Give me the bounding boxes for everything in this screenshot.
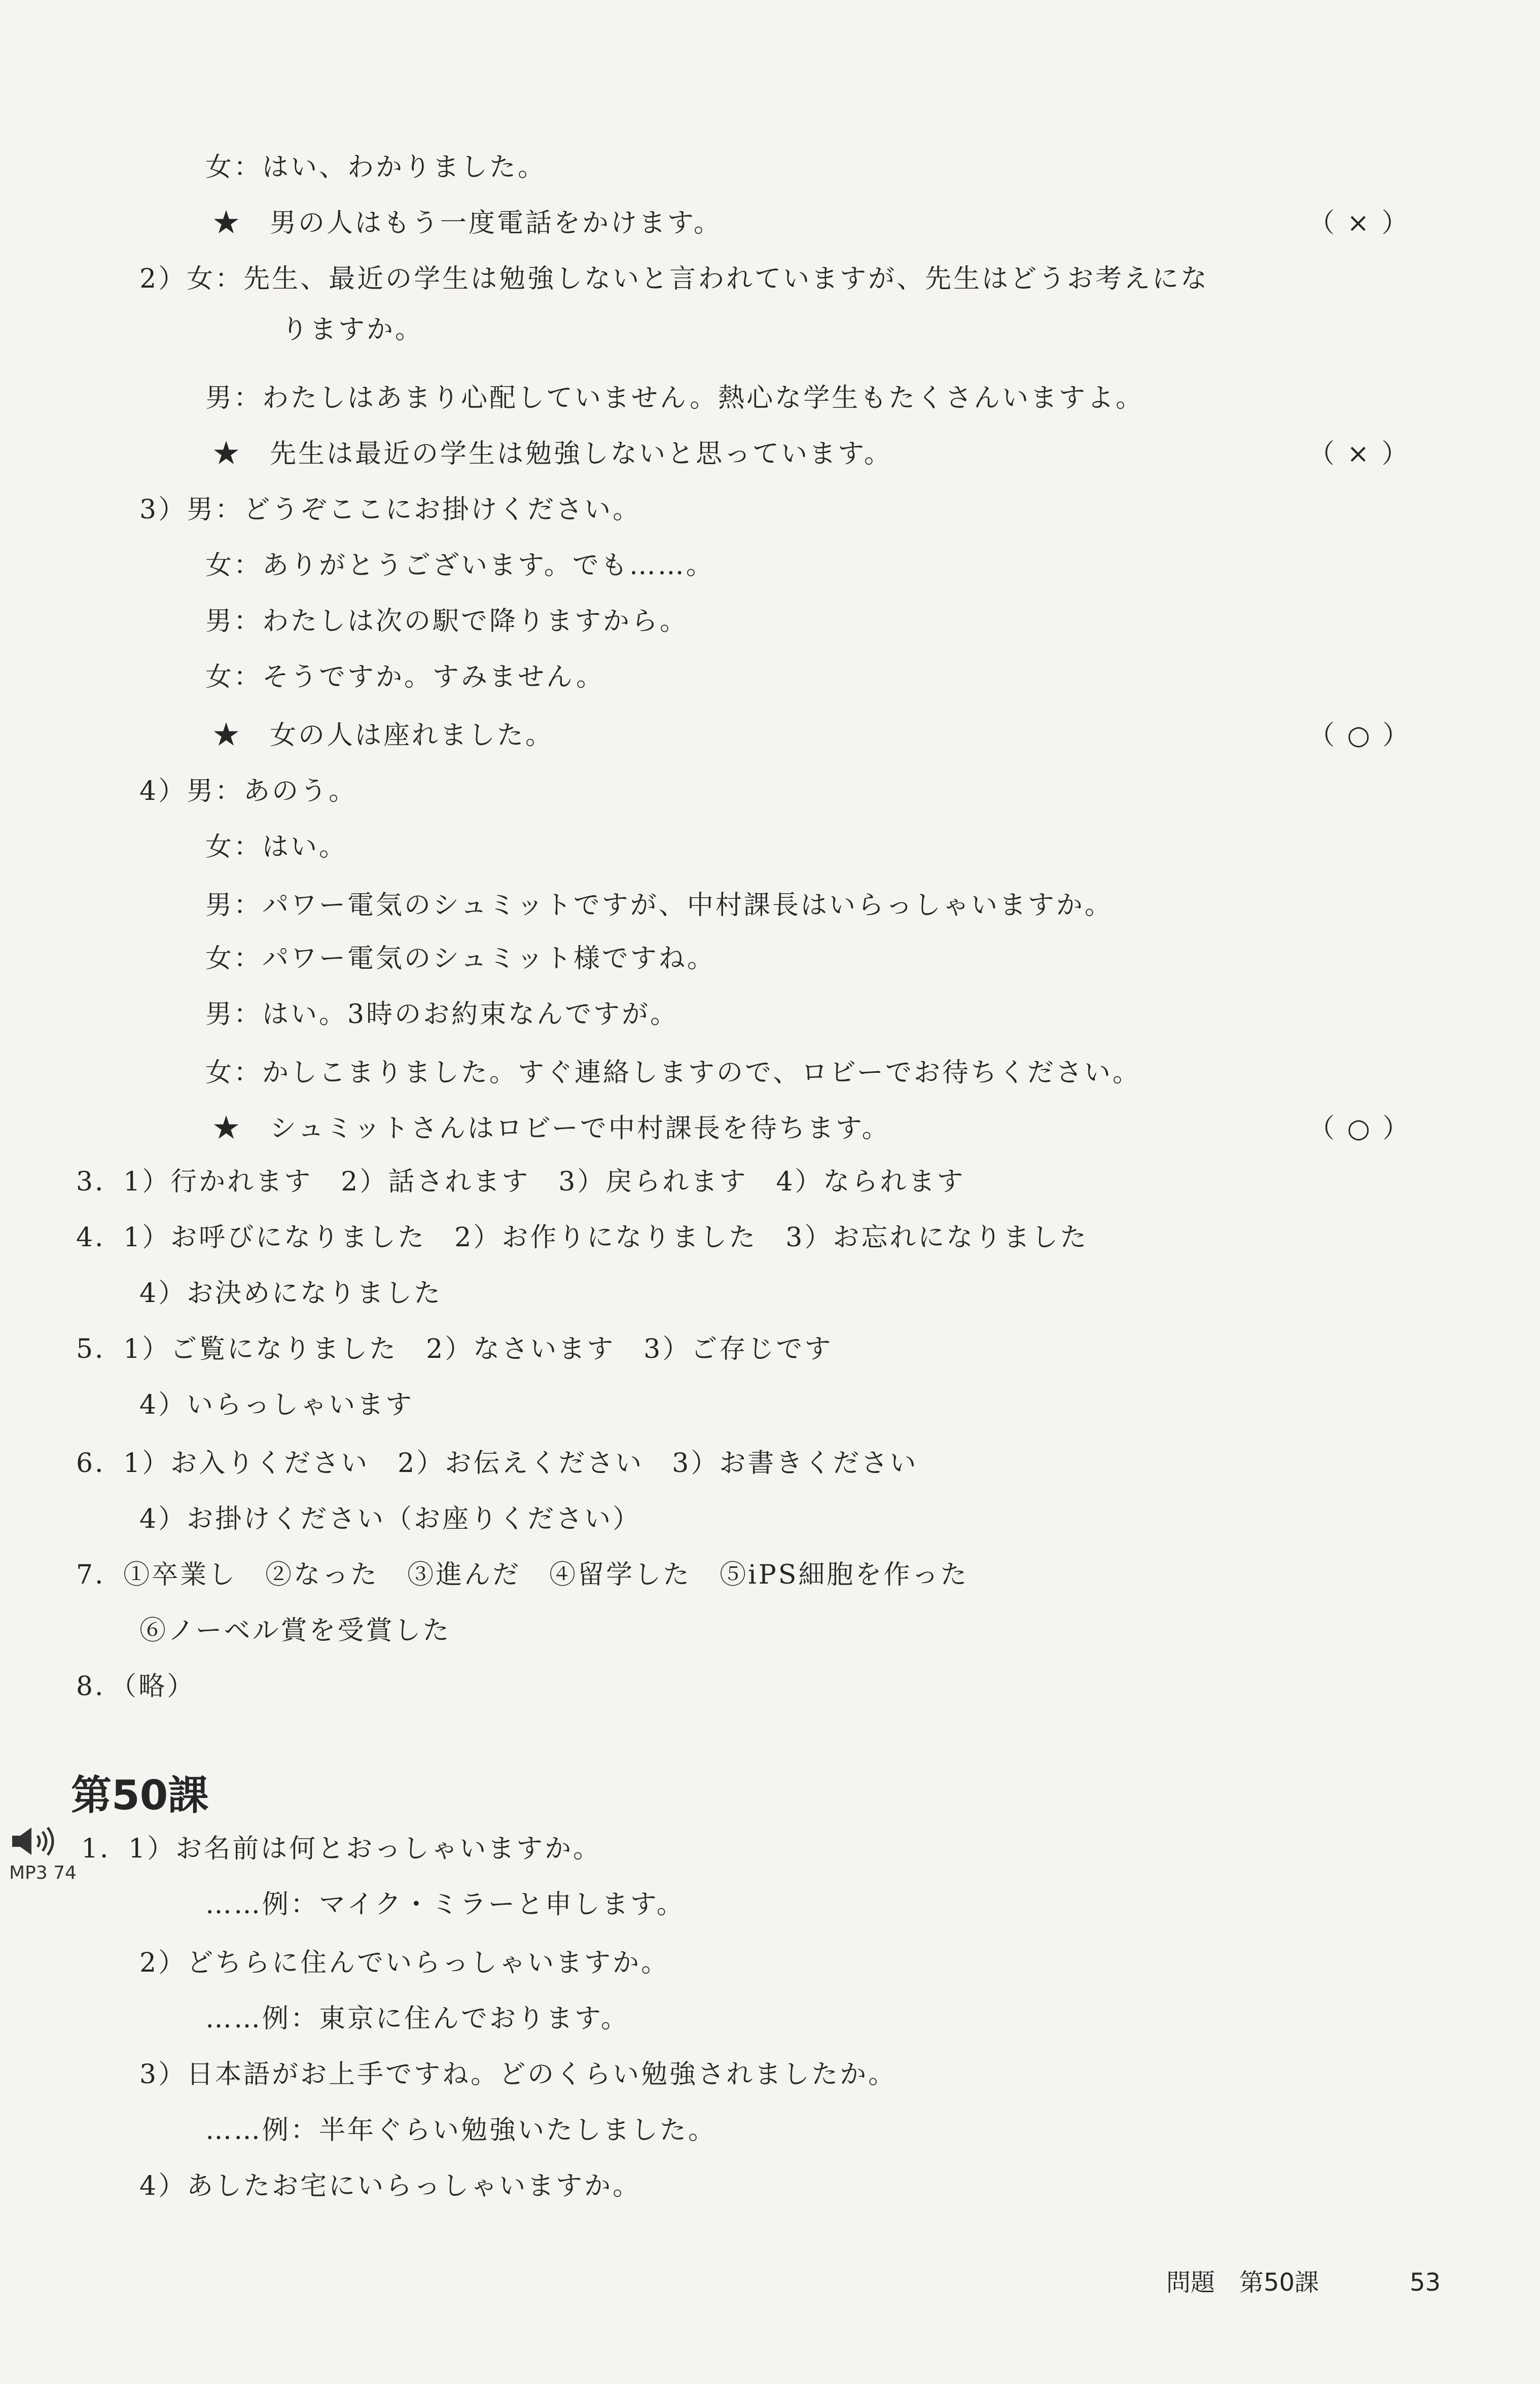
question-line: 1．1）お名前は何とおっしゃいますか。	[81, 1834, 602, 1864]
speaker-icon	[9, 1824, 65, 1859]
dialogue-line: 女：はい。	[205, 832, 348, 862]
question-line: 4）あしたお宅にいらっしゃいますか。	[139, 2171, 641, 2201]
answer-line: 3．1）行かれます 2）話されます 3）戻られます 4）なられます	[76, 1167, 965, 1197]
answer-line: 7．①卒業し ②なった ③進んだ ④留学した ⑤iPS細胞を作った	[76, 1560, 969, 1590]
dialogue-line: 男：わたしは次の駅で降りますから。	[205, 606, 689, 637]
example-answer: ……例：マイク・ミラーと申します。	[205, 1889, 685, 1920]
example-answer: ……例：東京に住んでおります。	[205, 2004, 629, 2034]
dialogue-line: 男：はい。3時のお約束なんですが。	[205, 999, 679, 1030]
audio-marker	[9, 1824, 77, 1905]
true-false-statement: ★ 男の人はもう一度電話をかけます。	[213, 208, 722, 238]
example-answer: ……例：半年ぐらい勉強いたしました。	[205, 2115, 717, 2146]
dialogue-line: 女：そうですか。すみません。	[205, 662, 605, 692]
dialogue-line: 3）男：どうぞここにお掛けください。	[139, 495, 641, 525]
dialogue-line: 2）女：先生、最近の学生は勉強しないと言われていますが、先生はどうお考えにな	[139, 264, 1209, 294]
dialogue-line: 女：かしこまりました。すぐ連絡しますので、ロビーでお待ちください。	[205, 1058, 1141, 1088]
dialogue-line: 4）男：あのう。	[139, 776, 357, 807]
dialogue-line: 女：はい、わかりました。	[205, 152, 547, 183]
lesson-title: 第50課	[71, 1772, 209, 1819]
true-false-statement: ★ 女の人は座れました。	[213, 720, 554, 751]
audio-track-label: MP3 74	[9, 1863, 77, 1883]
footer-section: 問題 第50課	[1166, 2268, 1319, 2297]
answer-line: 4）いらっしゃいます	[139, 1390, 414, 1420]
dialogue-line: りますか。	[281, 314, 424, 345]
page-number: 53	[1410, 2268, 1441, 2297]
answer-mark: （ × ）	[1308, 439, 1410, 469]
answer-line: 8．（略）	[76, 1671, 196, 1702]
answer-line: ⑥ノーベル賞を受賞した	[139, 1616, 451, 1646]
dialogue-line: 女：パワー電気のシュミット様ですね。	[205, 943, 715, 974]
question-line: 2）どちらに住んでいらっしゃいますか。	[139, 1948, 670, 1978]
answer-mark: （ ○ ）	[1308, 720, 1411, 751]
answer-line: 4）お決めになりました	[139, 1278, 443, 1309]
dialogue-line: 女：ありがとうございます。でも……。	[205, 550, 714, 581]
answer-line: 4）お掛けください（お座りください）	[139, 1504, 641, 1534]
answer-line: 4．1）お呼びになりました 2）お作りになりました 3）お忘れになりました	[76, 1222, 1089, 1253]
answer-mark: （ ○ ）	[1308, 1113, 1411, 1144]
question-line: 3）日本語がお上手ですね。どのくらい勉強されましたか。	[139, 2059, 897, 2090]
answer-line: 5．1）ご覧になりました 2）なさいます 3）ご存じです	[76, 1334, 833, 1364]
dialogue-line: 男：わたしはあまり心配していません。熱心な学生もたくさんいますよ。	[205, 383, 1144, 413]
answer-mark: （ × ）	[1308, 208, 1410, 238]
answer-line: 6．1）お入りください 2）お伝えください 3）お書きください	[76, 1448, 918, 1479]
dialogue-line: 男：パワー電気のシュミットですが、中村課長はいらっしゃいますか。	[205, 890, 1113, 921]
true-false-statement: ★ 先生は最近の学生は勉強しないと思っています。	[213, 439, 892, 469]
true-false-statement: ★ シュミットさんはロビーで中村課長を待ちます。	[213, 1113, 890, 1144]
